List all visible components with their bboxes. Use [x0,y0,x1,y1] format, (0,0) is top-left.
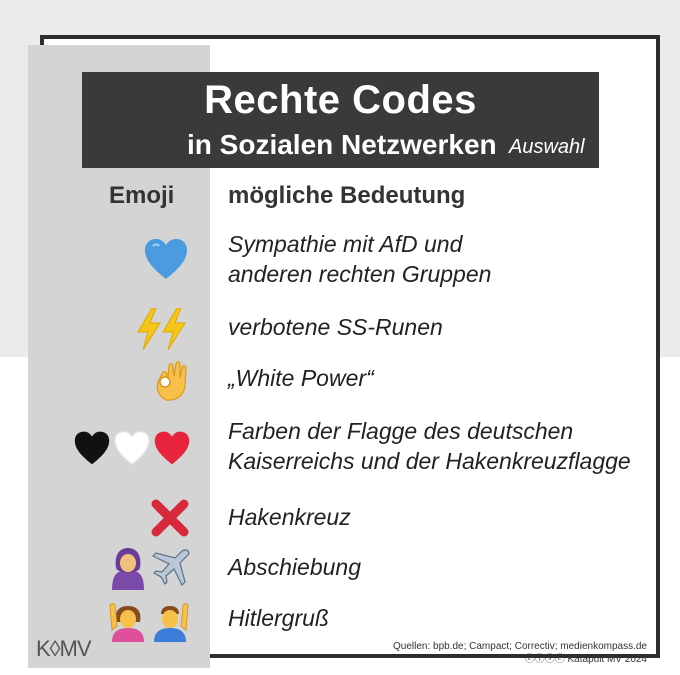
meaning-row-4: Farben der Flagge des deutschen Kaiserreichs und der Hakenkreuzflagge [228,418,631,474]
license-line [393,653,647,666]
meaning-row-5: Hakenkreuz [228,504,351,530]
header-meaning: mögliche Bedeutung [228,182,466,209]
title-secondary: in Sozialen Netzwerken [187,129,497,160]
ok-hand-icon [152,358,192,402]
cross-mark-icon [150,498,190,538]
woman-raising-hand-icon [108,600,148,642]
meaning-row-1: Sympathie mit AfD und anderen rechten Gruppen [228,231,492,287]
title-main: Rechte Codes [204,78,477,122]
logo: K◊MV [36,636,91,661]
lightning-bolt-icon [161,308,187,350]
license-text: Katapult MV 2024 [567,654,647,665]
cc-license-icon: ⓒⓘⓢⓔ [524,654,565,665]
woman-headscarf-icon [108,546,148,590]
title-tag: Auswahl [509,136,585,158]
title-box [82,72,599,168]
man-raising-hand-icon [150,600,190,642]
red-heart-icon [153,430,191,466]
meaning-row-6: Abschiebung [228,554,361,580]
sources-text: Quellen: bpb.de; Campact; Correctiv; medienkompass.de [392,641,647,652]
white-heart-icon [113,430,151,466]
black-heart-icon [73,430,111,466]
lightning-bolt-icon [136,308,162,350]
airplane-icon [150,548,192,588]
meaning-row-2: verbotene SS-Runen [228,314,443,340]
meaning-row-3: „White Power“ [228,365,374,391]
header-emoji: Emoji [109,182,175,209]
sources [393,640,647,666]
blue-heart-icon [143,237,189,281]
meaning-row-7: Hitlergruß [228,605,329,631]
